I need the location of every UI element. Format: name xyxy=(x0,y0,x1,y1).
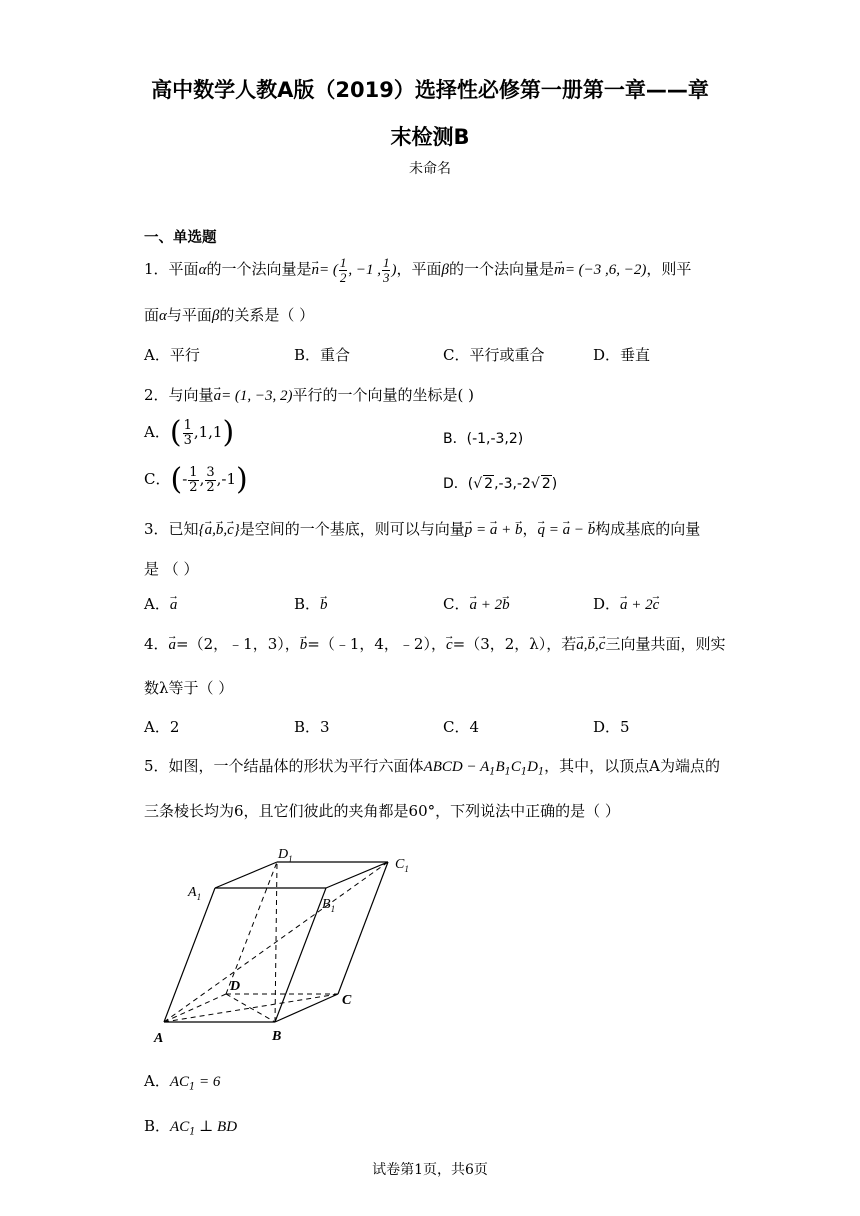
q2-option-d[interactable]: D．(√ 2,-3,-2√ 2) xyxy=(443,476,558,492)
document-subtitle: 未命名 xyxy=(409,161,451,177)
question-2: 2．与向量→ a= (1, −3, 2)平行的一个向量的坐标是( ) xyxy=(144,384,474,405)
q1-option-c[interactable]: C．平行或重合 xyxy=(443,346,545,364)
q3-option-a[interactable]: A．→ a xyxy=(144,593,177,614)
q1-option-b[interactable]: B．重合 xyxy=(294,346,351,364)
question-5-line2: 三条棱长均为6，且它们彼此的夹角都是60°，下列说法中正确的是（ ） xyxy=(144,802,620,820)
label-d: D xyxy=(230,979,241,994)
q4-option-c[interactable]: C．4 xyxy=(443,718,480,736)
q4-option-a[interactable]: A．2 xyxy=(144,718,180,736)
q2-option-c[interactable]: C．(- $\frac{1}{2}$ , $\frac{3}{2}$ ,-1) xyxy=(144,462,248,497)
q5-option-a[interactable]: A．$AC_1 = 6$ xyxy=(144,1072,221,1093)
q3-option-c[interactable]: C．→ a + 2→ b xyxy=(443,593,510,614)
label-b1: $B_1$ xyxy=(322,897,336,914)
question-5-line1: 5．如图，一个结晶体的形状为平行六面体ABCD − $A_1B_1C_1D_1$，其中，以顶点A为端点的 xyxy=(144,757,720,778)
label-b: B xyxy=(272,1029,282,1044)
question-1-line1: 1．平面α的一个法向量是→ n= ( $\frac{1}{2}$ , −1 , $\frac{1}{3}$ )，平面β的一个法向量是→ m= (−3 ,6, −2)，则平 xyxy=(144,256,691,284)
q5-option-b[interactable]: B．$AC_1$ ⊥ BD xyxy=(144,1117,238,1138)
question-4-line1: 4．→ a=（2，﹣1，3），→ b=（﹣1，4，﹣2），→ c=（3，2，λ），若→ a,→ b,→ c三向量共面，则实 xyxy=(144,633,725,654)
label-c: C xyxy=(342,993,352,1008)
page-footer: 试卷第1页，共6页 xyxy=(372,1162,488,1178)
q3-option-d[interactable]: D．→ a + 2→ c xyxy=(593,593,659,614)
q2-option-a[interactable]: A．( $\frac{1}{3}$ ,1,1) xyxy=(144,415,235,450)
edge-b-b1 xyxy=(275,888,326,1022)
label-d1: $D_1$ xyxy=(278,847,293,864)
question-4-line2: 数λ等于（ ） xyxy=(144,679,234,697)
question-3-line2: 是 （ ） xyxy=(144,560,199,578)
edge-a1-d1 xyxy=(215,862,277,888)
question-1-line2: 面α与平面β的关系是（ ） xyxy=(144,306,315,324)
diagonal-d-b xyxy=(226,994,275,1022)
q2-option-b[interactable]: B．(-1,-3,2) xyxy=(443,431,524,447)
edge-c-c1 xyxy=(338,862,388,994)
parallelepiped-figure xyxy=(150,838,430,1048)
q1-option-d[interactable]: D．垂直 xyxy=(593,346,651,364)
label-a1: $A_1$ xyxy=(188,885,202,902)
section-title-single-choice: 一、单选题 xyxy=(144,229,217,246)
q1-option-a[interactable]: A．平行 xyxy=(144,346,200,364)
document-title-line1: 高中数学人教A版（2019）选择性必修第一册第一章——章 xyxy=(151,78,709,102)
q3-option-b[interactable]: B．→ b xyxy=(294,593,328,614)
q4-option-b[interactable]: B．3 xyxy=(294,718,330,736)
question-3-line1: 3．已知{→ a,→ b,→ c}是空间的一个基底，则可以与向量→ p = → a + → b，→ q = → a − → b构成基底的向量 xyxy=(144,518,700,539)
label-c1: $C_1$ xyxy=(395,857,409,874)
edge-d-d1-hidden xyxy=(226,862,277,994)
q4-option-d[interactable]: D．5 xyxy=(593,718,630,736)
label-a: A xyxy=(154,1031,164,1046)
document-title-line2: 末检测B xyxy=(390,125,470,149)
diagonal-a-c1 xyxy=(164,862,388,1022)
